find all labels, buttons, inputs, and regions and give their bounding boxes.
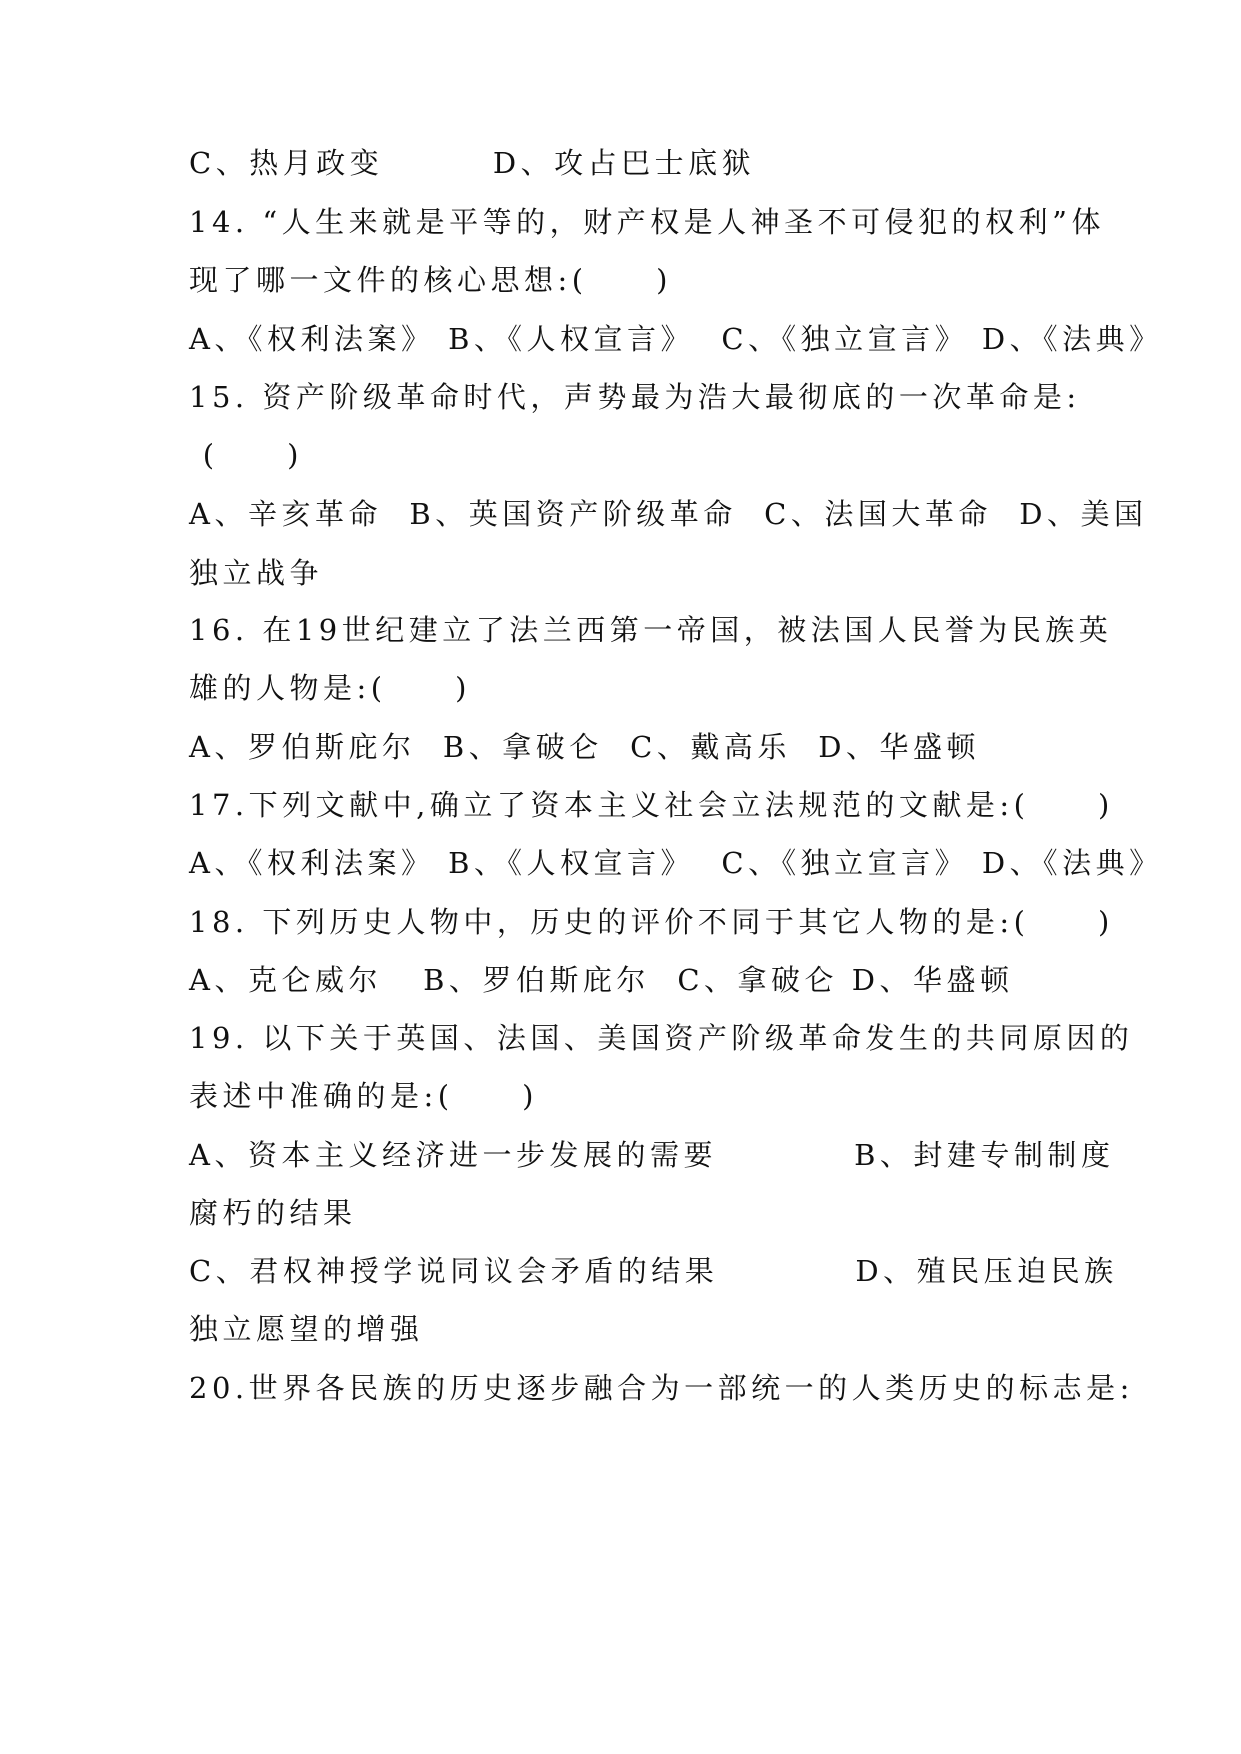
text-line: A、《权利法案》 B、《人权宣言》 C、《独立宣言》 D、《法典》 (189, 846, 1163, 880)
text-line: A、罗伯斯庇尔 B、拿破仑 C、戴高乐 D、华盛顿 (189, 730, 981, 764)
text-line: C、君权神授学说同议会矛盾的结果 D、殖民压迫民族 (189, 1254, 1118, 1288)
text-line: ( ) (189, 438, 303, 472)
text-line: 18. 下列历史人物中，历史的评价不同于其它人物的是:( ) (189, 905, 1114, 939)
text-line: 雄的人物是:( ) (189, 671, 471, 705)
text-line: 现了哪一文件的核心思想:( ) (189, 263, 672, 297)
text-line: A、资本主义经济进一步发展的需要 B、封建专制制度 (189, 1138, 1115, 1172)
text-line: 独立战争 (189, 556, 324, 590)
text-line: 表述中准确的是:( ) (189, 1079, 538, 1113)
text-line: 16. 在19世纪建立了法兰西第一帝国，被法国人民誉为民族英 (189, 613, 1113, 647)
text-line: C、热月政变 D、攻占巴士底狱 (189, 146, 756, 180)
text-line: 腐朽的结果 (189, 1196, 357, 1230)
text-line: 15. 资产阶级革命时代，声势最为浩大最彻底的一次革命是: (189, 380, 1081, 414)
text-line: 20.世界各民族的历史逐步融合为一部统一的人类历史的标志是: (189, 1371, 1134, 1405)
text-line: A、《权利法案》 B、《人权宣言》 C、《独立宣言》 D、《法典》 (189, 322, 1163, 356)
text-line: 17.下列文献中,确立了资本主义社会立法规范的文献是:( ) (189, 788, 1114, 822)
text-line: A、辛亥革命 B、英国资产阶级革命 C、法国大革命 D、美国 (189, 497, 1148, 531)
text-line: 19. 以下关于英国、法国、美国资产阶级革命发生的共同原因的 (189, 1021, 1134, 1055)
text-line: 独立愿望的增强 (189, 1312, 424, 1346)
text-line: A、克仑威尔 B、罗伯斯庇尔 C、拿破仑 D、华盛顿 (189, 963, 1014, 997)
text-line: 14. “人生来就是平等的，财产权是人神圣不可侵犯的权利”体 (189, 205, 1105, 239)
